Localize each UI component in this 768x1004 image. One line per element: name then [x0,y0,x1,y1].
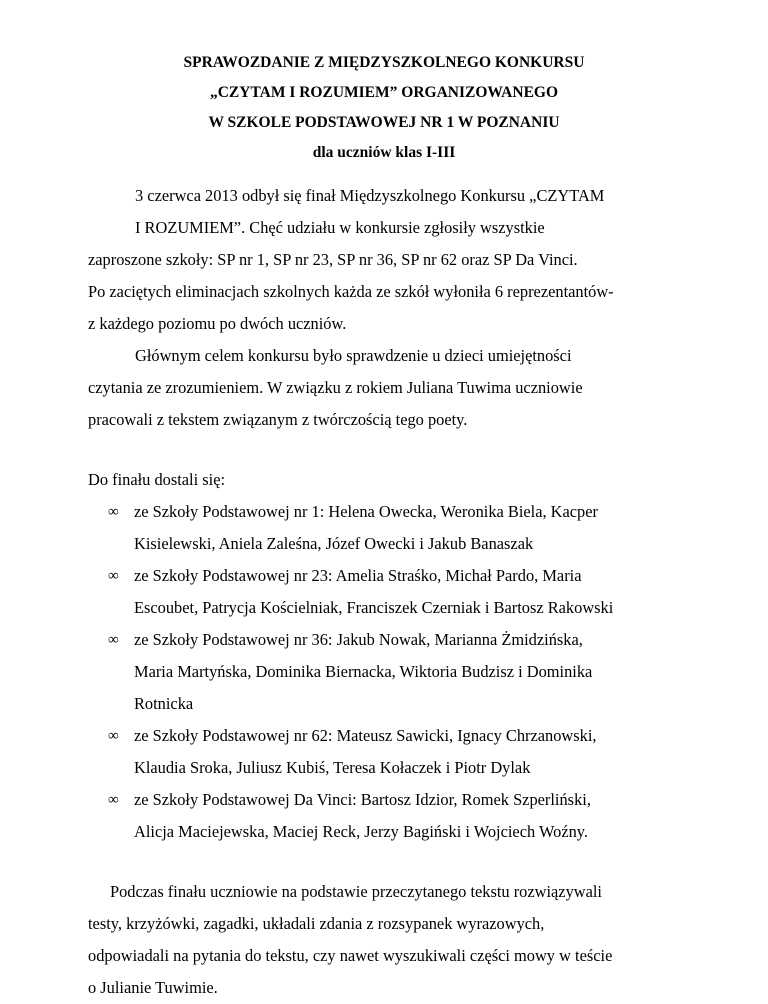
list-item [88,784,688,848]
intro-line: 3 czerwca 2013 odbył się finał Międzyszkolnego Konkursu „CZYTAM [135,186,605,205]
list-item-line: ze Szkoły Podstawowej nr 36: Jakub Nowak, Marianna Żmidzińska, [134,630,583,649]
finalists-heading: Do finału dostali się: [88,470,226,489]
list-item-line: Escoubet, Patrycja Kościelniak, Franciszek Czerniak i Bartosz Rakowski [134,598,614,617]
list-item-line: ze Szkoły Podstawowej nr 62: Mateusz Sawicki, Ignacy Chrzanowski, [134,726,597,745]
document-title [0,48,768,168]
list-item-line: ze Szkoły Podstawowej nr 23: Amelia Straśko, Michał Pardo, Maria [134,566,582,585]
title-subtitle: dla uczniów klas I-III [312,144,456,161]
title-line-1: SPRAWOZDANIE Z MIĘDZYSZKOLNEGO KONKURSU [183,54,585,71]
finalists-list [88,496,688,848]
list-item-line: Maria Martyńska, Dominika Biernacka, Wiktoria Budzisz i Dominika [134,662,593,681]
infinity-bullet-icon: ∞ [108,632,119,648]
intro-paragraph [88,180,688,436]
infinity-bullet-icon: ∞ [108,504,119,520]
intro-line: Głównym celem konkursu było sprawdzenie u dzieci umiejętności [135,346,572,365]
intro-line: Po zaciętych eliminacjach szkolnych każda ze szkół wyłoniła 6 reprezentantów- [88,282,614,301]
list-item-line: ze Szkoły Podstawowej nr 1: Helena Owecka, Weronika Biela, Kacper [134,502,598,521]
title-line-2: „CZYTAM I ROZUMIEM” ORGANIZOWANEGO [209,84,559,101]
title-line-3: W SZKOLE PODSTAWOWEJ NR 1 W POZNANIU [208,114,560,131]
intro-line: z każdego poziomu po dwóch uczniów. [88,314,347,333]
list-item-line: Rotnicka [134,694,194,713]
list-item [88,560,688,624]
paragraph-gap [88,436,688,464]
list-item [88,720,688,784]
intro-line: zaproszone szkoły: SP nr 1, SP nr 23, SP nr 36, SP nr 62 oraz SP Da Vinci. [88,250,578,269]
report-body [88,180,688,1004]
intro-line: I ROZUMIEM”. Chęć udziału w konkursie zgłosiły wszystkie [135,218,545,237]
infinity-bullet-icon: ∞ [108,792,119,808]
closing-line: Podczas finału uczniowie na podstawie przeczytanego tekstu rozwiązywali [110,882,602,901]
intro-line: pracowali z tekstem związanym z twórczością tego poety. [88,410,468,429]
list-item [88,624,688,720]
infinity-bullet-icon: ∞ [108,728,119,744]
infinity-bullet-icon: ∞ [108,568,119,584]
paragraph-gap [88,848,688,876]
closing-line: testy, krzyżówki, zagadki, układali zdania z rozsypanek wyrazowych, [88,914,545,933]
intro-line: czytania ze zrozumieniem. W związku z rokiem Juliana Tuwima uczniowie [88,378,583,397]
closing-line: odpowiadali na pytania do tekstu, czy nawet wyszukiwali części mowy w teście [88,946,613,965]
closing-paragraph [88,876,688,1004]
list-item-line: Alicja Maciejewska, Maciej Reck, Jerzy Bagiński i Wojciech Woźny. [134,822,589,841]
list-item [88,496,688,560]
list-item-line: Klaudia Sroka, Juliusz Kubiś, Teresa Kołaczek i Piotr Dylak [134,758,531,777]
closing-line: o Julianie Tuwimie. [88,978,218,997]
list-item-line: ze Szkoły Podstawowej Da Vinci: Bartosz Idzior, Romek Szperliński, [134,790,591,809]
list-item-line: Kisielewski, Aniela Zaleśna, Józef Owecki i Jakub Banaszak [134,534,534,553]
